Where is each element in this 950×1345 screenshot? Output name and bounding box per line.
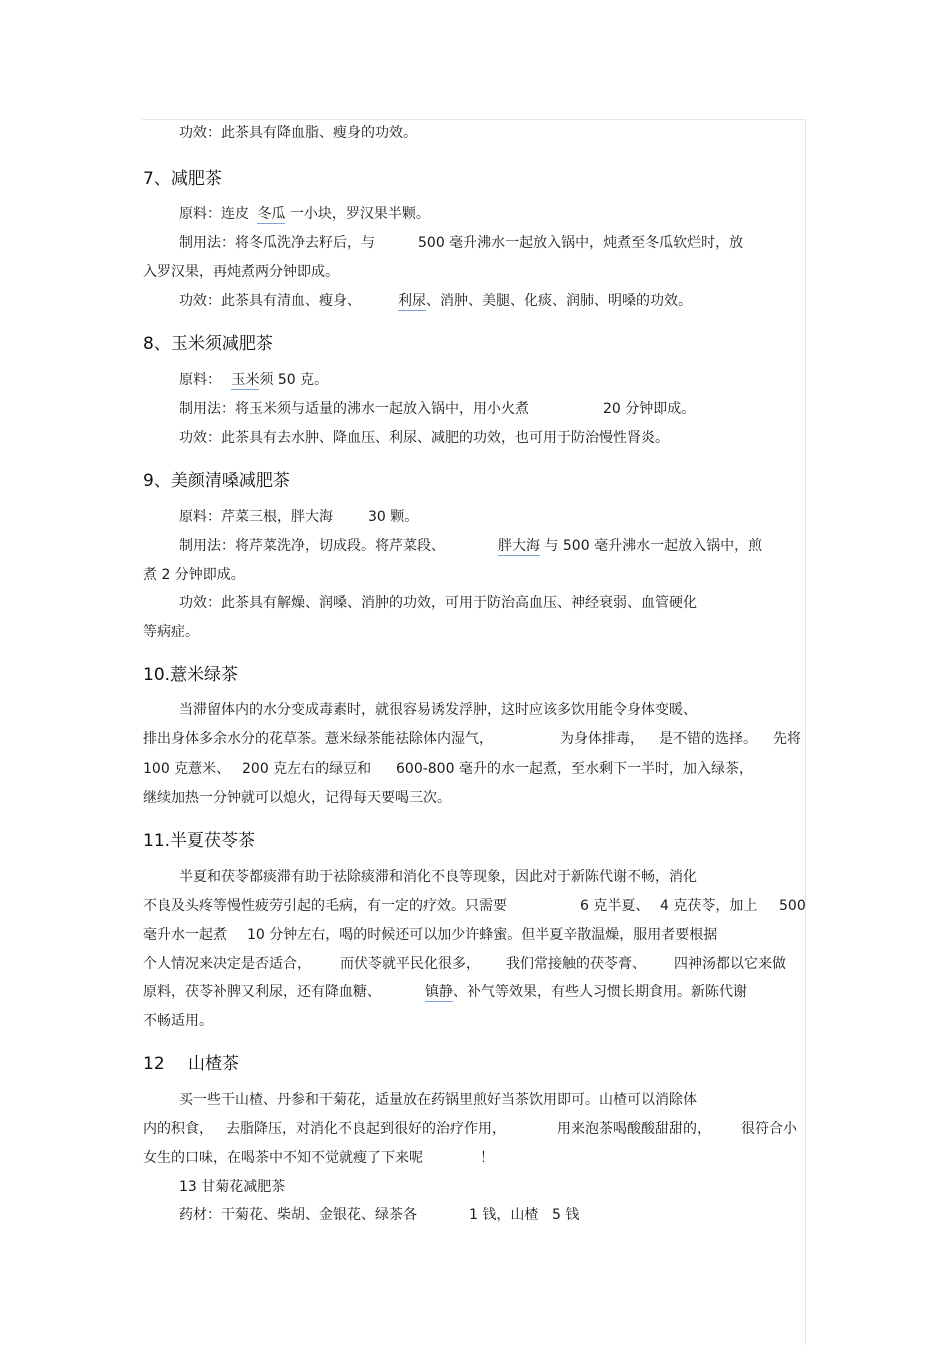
s10-line-3b: 200 克左右的绿豆和 xyxy=(242,761,372,777)
s11-line-5a: 原料，茯苓补脾又利尿，还有降血糖、 xyxy=(143,984,381,1000)
s11-line-1: 半夏和茯苓都痰滞有助于祛除痰滞和消化不良等现象，因此对于新陈代谢不畅，消化 xyxy=(179,869,697,885)
s7-effect-rest xyxy=(398,292,692,310)
section-13-heading: 13 甘菊花减肥茶 xyxy=(179,1179,286,1195)
s10-line-4: 继续加热一分钟就可以熄火，记得每天要喝三次。 xyxy=(143,790,451,806)
section-9-heading: 9、美颜清嗓减肥茶 xyxy=(143,471,290,491)
s7-method-2: 入罗汉果，再炖煮两分钟即成。 xyxy=(143,264,339,280)
s9-method-2: 煮 2 分钟即成。 xyxy=(143,567,245,583)
s13-herbs-a: 药材：干菊花、柴胡、金银花、绿茶各 xyxy=(179,1207,417,1223)
s8-raw-a: 原料： xyxy=(179,372,221,388)
s12-line-3a: 女生的口味，在喝茶中不知不觉就瘦了下来呢 xyxy=(143,1150,423,1166)
s11-line-2b: 6 克半夏、 xyxy=(580,898,650,914)
section-10-heading: 10.薏米绿茶 xyxy=(143,665,239,685)
s9-effect-1: 功效：此茶具有解燥、润嗓、消肿的功效，可用于防治高血压、神经衰弱、血管硬化 xyxy=(179,595,697,611)
s7-raw-underlined: 冬瓜 xyxy=(257,206,286,222)
s12-line-2a: 内的积食， xyxy=(143,1121,213,1137)
s10-line-3c: 600-800 毫升的水一起煮，至水剩下一半时，加入绿茶， xyxy=(396,761,753,777)
s9-method-rest xyxy=(498,537,762,555)
s10-line-2c: 是不错的选择。 xyxy=(659,731,757,747)
s8-raw-underlined: 玉米 xyxy=(231,372,260,388)
s12-line-2d: 很符合小 xyxy=(741,1121,797,1137)
s12-line-1: 买一些干山楂、丹参和干菊花，适量放在药锅里煎好当茶饮用即可。山楂可以消除体 xyxy=(179,1092,697,1108)
s11-line-5-underlined: 镇静 xyxy=(425,984,453,1000)
s9-method-a: 制用法：将芹菜洗净，切成段。将芹菜段、 xyxy=(179,538,445,554)
s8-raw-b: 须 50 克。 xyxy=(259,372,329,388)
s10-line-1: 当滞留体内的水分变成毒素时，就很容易诱发浮肿，这时应该多饮用能令身体变暖、 xyxy=(179,702,697,718)
s11-line-3a: 毫升水一起煮 xyxy=(143,927,227,943)
s10-line-2a: 排出身体多余水分的花草茶。薏米绿茶能祛除体内湿气， xyxy=(143,731,493,747)
s12-line-2c: 用来泡茶喝酸酸甜甜的， xyxy=(557,1121,711,1137)
s12-line-3b: ！ xyxy=(480,1150,494,1166)
s11-line-3b: 10 分钟左右，喝的时候还可以加少许蜂蜜。但半夏辛散温燥，服用者要根据 xyxy=(247,927,718,943)
s13-herbs-c: 5 钱 xyxy=(552,1207,580,1223)
s7-raw xyxy=(179,205,430,223)
s7-raw-a: 原料：连皮 xyxy=(179,206,249,222)
effect-line: 功效：此茶具有降血脂、瘦身的功效。 xyxy=(179,125,417,141)
s8-method-a: 制用法：将玉米须与适量的沸水一起放入锅中，用小火煮 xyxy=(179,401,529,417)
s7-effect-b: 、消肿、美腿、化痰、润肺、明嗓的功效。 xyxy=(426,293,692,309)
s9-raw-a: 原料：芹菜三根，胖大海 xyxy=(179,509,333,525)
s10-line-2d: 先将 xyxy=(773,731,801,747)
section-8-heading: 8、玉米须减肥茶 xyxy=(143,334,273,354)
s7-method-1b: 500 毫升沸水一起放入锅中，炖煮至冬瓜软烂时，放 xyxy=(418,235,744,251)
s10-line-3a: 100 克薏米、 xyxy=(143,761,231,777)
s9-method-b: 与 500 毫升沸水一起放入锅中，煎 xyxy=(544,538,763,554)
s11-line-2a: 不良及头疼等慢性疲劳引起的毛病，有一定的疗效。只需要 xyxy=(143,898,507,914)
s11-line-2c: 4 克茯苓，加上 xyxy=(660,898,758,914)
s11-line-4a: 个人情况来决定是否适合， xyxy=(143,956,311,972)
s11-line-6: 不畅适用。 xyxy=(143,1013,213,1029)
s11-line-5-rest xyxy=(425,983,747,1001)
s7-raw-b: 一小块，罗汉果半颗。 xyxy=(289,206,430,222)
s11-line-2d: 500 xyxy=(779,898,806,914)
s7-effect-underlined: 利尿 xyxy=(398,293,426,309)
s8-raw xyxy=(179,371,328,389)
s9-raw-b: 30 颗。 xyxy=(368,509,419,525)
s7-effect-a: 功效：此茶具有清血、瘦身、 xyxy=(179,293,361,309)
s12-heading-number: 12 xyxy=(143,1054,165,1074)
s9-effect-2: 等病症。 xyxy=(143,624,199,640)
s11-line-4b: 而伏苓就平民化很多， xyxy=(340,956,480,972)
s8-method-b: 20 分钟即成。 xyxy=(603,401,696,417)
s8-effect: 功效：此茶具有去水肿、降血压、利尿、减肥的功效，也可用于防治慢性肾炎。 xyxy=(179,430,669,446)
section-12-heading xyxy=(143,1053,239,1075)
s11-line-5b: 、补气等效果，有些人习惯长期食用。新陈代谢 xyxy=(453,984,747,1000)
section-7-heading: 7、减肥茶 xyxy=(143,169,222,189)
s12-line-2b: 去脂降压，对消化不良起到很好的治疗作用， xyxy=(226,1121,506,1137)
s9-method-underlined: 胖大海 xyxy=(498,538,540,554)
s11-line-4c: 我们常接触的茯苓膏、 xyxy=(506,956,646,972)
s7-method-1a: 制用法：将冬瓜洗净去籽后，与 xyxy=(179,235,375,251)
section-11-heading: 11.半夏茯苓茶 xyxy=(143,831,256,851)
s13-herbs-b: 1 钱，山楂 xyxy=(469,1207,539,1223)
s12-heading-text: 山楂茶 xyxy=(188,1054,240,1074)
s10-line-2b: 为身体排毒， xyxy=(560,731,644,747)
s11-line-4d: 四神汤都以它来做 xyxy=(674,956,786,972)
